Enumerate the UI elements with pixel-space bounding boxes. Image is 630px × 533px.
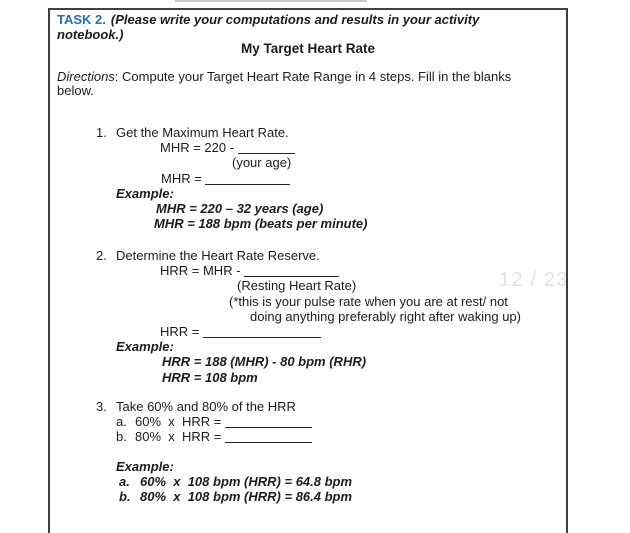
- step1-mhr-blank: [205, 172, 290, 185]
- step1-heading: Get the Maximum Heart Rate.: [116, 125, 289, 140]
- step2-formula1: HRR = MHR -: [160, 263, 245, 279]
- step2-heading: Determine the Heart Rate Reserve.: [116, 248, 320, 263]
- task-note-line2: notebook.): [57, 26, 124, 42]
- page-title: My Target Heart Rate: [240, 41, 376, 56]
- page-number-watermark: 12 / 23: [499, 268, 569, 291]
- step3-example-a-text: 60% x 108 bpm (HRR) = 64.8 bpm: [140, 473, 353, 489]
- step1-age-blank: [238, 141, 295, 154]
- step1-formula1-caption: (your age): [232, 155, 292, 171]
- step3-example-b-line: [119, 489, 566, 504]
- step1-formula2: MHR =: [161, 170, 206, 186]
- step1-heading-line: [96, 125, 566, 140]
- step1-caption-line: [232, 155, 566, 170]
- step3-example-b-label: b.: [119, 489, 131, 505]
- step1-example-label: Example:: [116, 185, 174, 201]
- step2-hrr-blank: [203, 325, 321, 338]
- task-label: TASK 2.: [57, 12, 106, 27]
- step1-example-line1: MHR = 220 – 32 years (age): [156, 201, 324, 217]
- step1-number: 1.: [96, 125, 107, 140]
- step3-example-a-label: a.: [119, 473, 130, 489]
- task-note-line1: (Please write your computations and results in your activity: [110, 12, 480, 27]
- step2-caption1: (Resting Heart Rate): [237, 278, 357, 294]
- directions-line2: below.: [57, 83, 94, 98]
- task-heading-line1: [57, 13, 566, 28]
- step3-number: 3.: [96, 399, 107, 414]
- step2-section: [50, 248, 566, 385]
- step2-caption3: doing anything preferably right after waking up): [250, 308, 521, 324]
- step2-example-line2: HRR = 108 bpm: [162, 369, 258, 385]
- step3-section: [50, 399, 566, 504]
- step3-item-b-label: b.: [116, 429, 127, 445]
- step1-formula1-line: [160, 140, 566, 155]
- step1-section: [50, 125, 566, 231]
- step2-caption2-line: [229, 294, 566, 309]
- step3-item-a-line: [116, 414, 566, 429]
- step2-caption2: (*this is your pulse rate when you are at rest/ not: [229, 293, 508, 309]
- task-heading-line2: [57, 28, 566, 43]
- step3-item-a-text: 60% x HRR =: [135, 414, 225, 430]
- directions-line1: [57, 70, 566, 85]
- step2-heading-line: [96, 248, 566, 263]
- task-box: [48, 8, 568, 533]
- step2-formula2-line: [160, 324, 566, 339]
- step2-example-line1: HRR = 188 (MHR) - 80 bpm (RHR): [162, 354, 367, 370]
- blank-line: [50, 445, 566, 459]
- step1-example-label-line: [116, 186, 566, 201]
- step2-example-label: Example:: [116, 339, 174, 355]
- step3-item-b-line: [116, 429, 566, 444]
- cropped-content-fragment: [175, 0, 367, 2]
- directions-text: : Compute your Target Heart Rate Range in 4 steps. Fill in the blanks: [114, 68, 512, 84]
- step1-example-line2: MHR = 188 bpm (beats per minute): [154, 216, 368, 232]
- step3-example-label: Example:: [116, 458, 174, 474]
- step3-item-b-text: 80% x HRR =: [135, 429, 225, 445]
- directions-label: Directions: [57, 68, 115, 84]
- step2-example-label-line: [116, 339, 566, 354]
- header-section: [50, 13, 566, 99]
- step2-caption1-line: [237, 278, 566, 293]
- step3-example-b-text: 80% x 108 bpm (HRR) = 86.4 bpm: [140, 489, 353, 505]
- step2-rhr-blank: [244, 264, 339, 277]
- step1-formula2-line: [161, 171, 566, 186]
- step3-heading-line: [96, 399, 566, 414]
- step1-formula1: MHR = 220 -: [160, 140, 238, 156]
- step3-item-a-label: a.: [116, 414, 127, 430]
- step2-number: 2.: [96, 248, 107, 263]
- step3-item-b-blank: [225, 430, 312, 443]
- step2-formula2: HRR =: [160, 324, 203, 340]
- step2-caption3-line: [250, 309, 566, 324]
- step3-heading: Take 60% and 80% of the HRR: [116, 399, 296, 414]
- step2-formula1-line: [160, 263, 566, 278]
- step3-item-a-blank: [225, 415, 312, 428]
- step3-example-a-line: [119, 474, 566, 489]
- step3-example-label-line: [116, 459, 566, 474]
